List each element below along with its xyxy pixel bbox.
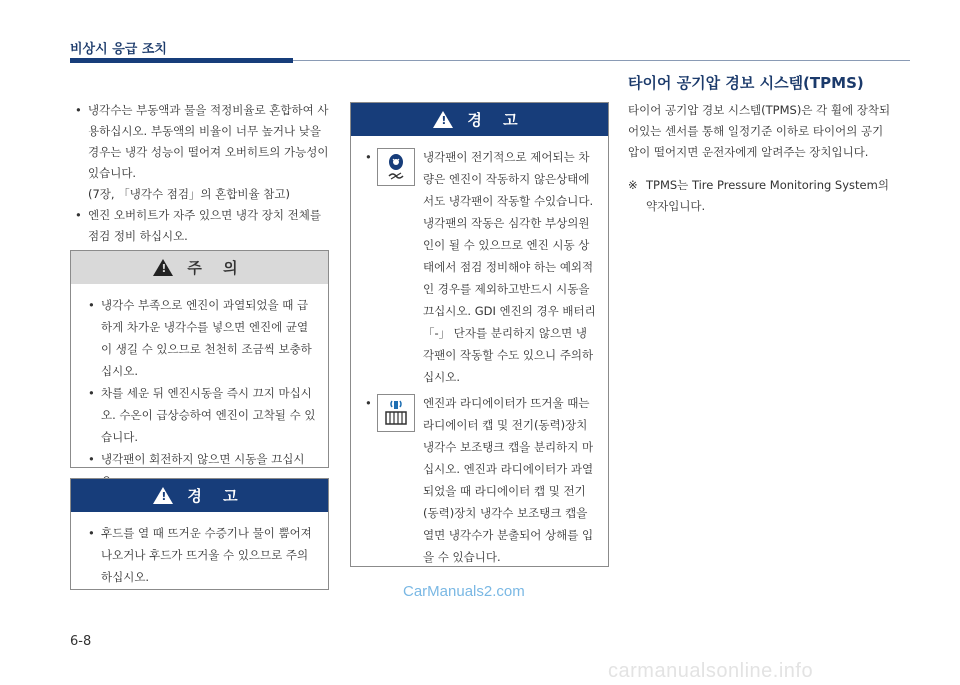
bullet-reference: (7장, 「냉각수 점검」의 혼합비율 참고) [88,187,290,201]
carmanuals-link[interactable]: CarManuals2.com [403,583,525,600]
header-rule-dark [70,58,293,63]
list-item: • 후드를 열 때 뜨거운 수증기나 물이 뿜어져 나오거나 후드가 뜨거울 수 있으므로 주의하십시오. [83,522,316,588]
list-item: • 엔진과 라디에이터가 뜨거울 때는 라디에이터 캡 및 전기(동력)장치 냉각수 보조탱크 캡을 분리하지 마십시오. 엔진과 라디에이터가 과열되었을 때 라디에이터 캡 및 전기(동력)장치 냉각수 보조탱크 캡을 열면 냉각수가 분출되어 상해를 입을 수 있습니다. [363,392,596,568]
list-item: • 엔진 오버히트가 자주 있으면 냉각 장치 전체를 점검 정비 하십시오. [70,205,330,247]
warning-box-hood [70,478,329,590]
warning-triangle-icon: ! [153,487,173,504]
watermark: carmanualsonline.info [608,660,814,682]
section-header-title: 비상시 응급 조치 [70,42,167,57]
list-item [70,100,330,205]
bullet-text: 냉각수는 부동액과 물을 적정비율로 혼합하여 사용하십시오. 부동액의 비율이 너무 높거나 낮을 경우는 냉각 성능이 떨어져 오버히트의 가능성이 있습니다. [88,103,329,180]
list-item: • 냉각팬이 전기적으로 제어되는 차량은 엔진이 작동하지 않은상태에서도 냉각팬이 작동할 수있습니다. 냉각팬의 작동은 심각한 부상의원인이 될 수 있으므로 엔진 시동 상태에서 점검 정비해야 하는 예외적인 경우를 제외하고반드시 시동을 끄십시오. GDI 엔진의 경우 배터리 「-」 단자를 분리하지 않으면 냉각팬이 작동할 수도 있으니 주의하십시오. [363,146,596,388]
tpms-section [628,100,893,217]
warning-triangle-icon: ! [153,259,173,276]
coolant-notes [70,100,330,247]
warning-title: 경 고 [187,487,246,505]
list-item: • 냉각수 부족으로 엔진이 과열되었을 때 급하게 차가운 냉각수를 넣으면 엔진에 균열이 생길 수 있으므로 천천히 조금씩 보충하십시오. [83,294,316,382]
list-item: • 냉각팬이 회전하지 않으면 시동을 끄십시 [83,448,316,492]
note-mark: ※ [628,178,638,192]
warning-title: 경 고 [467,111,526,129]
warning-header [351,103,608,136]
warning-text: 냉각팬이 전기적으로 제어되는 차량은 엔진이 작동하지 않은상태에서도 냉각팬이 작동할 수있습니다. 냉각팬의 작동은 심각한 부상의원인이 될 수 있으므로 엔진 시동 상태에서 점검 정비해야 하는 예외적인 경우를 제외하고반드시 시동을 끄십시오. GDI 엔진의 경우 배터리 「-」 단자를 분리하지 않으면 냉각팬이 작동할 수도 있으니 주의하십시오. [423,150,596,384]
warning-header [71,479,328,512]
warning-text: 엔진과 라디에이터가 뜨거울 때는 라디에이터 캡 및 전기(동력)장치 냉각수 보조탱크 캡을 분리하지 마십시오. 엔진과 라디에이터가 과열되었을 때 라디에이터 캡 및 전기(동력)장치 냉각수 보조탱크 캡을 열면 냉각수가 분출되어 상해를 입을 수 있습니다. [423,396,594,564]
tpms-note [628,175,893,217]
caution-box [70,250,329,468]
page-number: 6-8 [70,634,92,649]
warning-box-cooling [350,102,609,567]
tpms-description: 타이어 공기압 경보 시스템(TPMS)은 각 휠에 장착되어있는 센서를 통해 일정기준 이하로 타이어의 공기압이 떨어지면 운전자에게 알려주는 장치입니다. [628,103,891,159]
hot-radiator-icon [377,394,415,432]
list-item: • 차를 세운 뒤 엔진시동을 즉시 끄지 마십시오. 수온이 급상승하여 엔진이 고착될 수 있습니다. [83,382,316,448]
warning-triangle-icon: ! [433,111,453,128]
tpms-section-title: 타이어 공기압 경보 시스템(TPMS) [628,74,864,92]
header-rule-light [293,60,910,61]
cooling-fan-icon [377,148,415,186]
note-text: TPMS는 Tire Pressure Monitoring System의 약자입니다. [646,178,889,213]
caution-title: 주 의 [187,259,246,277]
caution-header [71,251,328,284]
